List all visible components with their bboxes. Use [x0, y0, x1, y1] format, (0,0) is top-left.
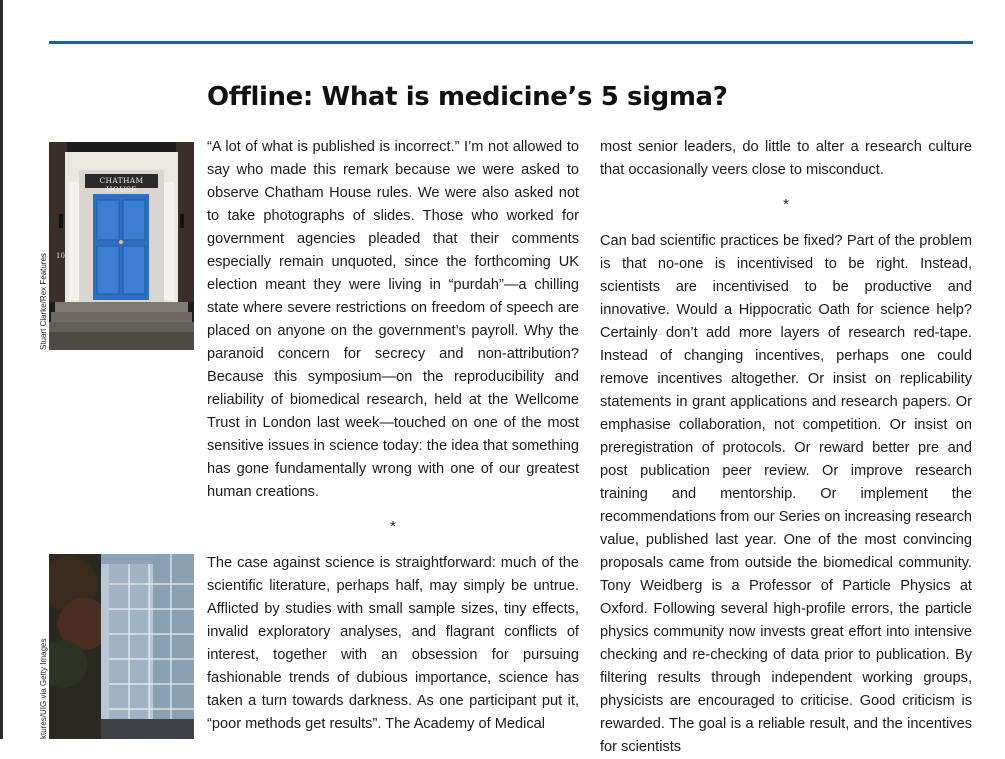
building-illustration [49, 554, 194, 739]
building-photo [49, 554, 194, 739]
right-column-lower [600, 230, 972, 759]
chatham-house-illustration [49, 142, 194, 350]
photo-credit-2: ktures/UIG via Getty Images [39, 638, 48, 739]
door-sign: CHATHAM HOUSE [99, 176, 144, 194]
article-title: Offline: What is medicine’s 5 sigma? [207, 82, 728, 112]
chatham-house-photo [49, 142, 194, 350]
left-column-lower [207, 552, 579, 736]
page-left-border [0, 0, 3, 739]
paragraph-case-against-science: The case against science is straightforward: much of the scientific literature, perhaps half, may simply be untrue. Afflicted by studies with small sample sizes, tiny effects, invalid exploratory analyses, and flagrant conflicts of interest, together with an obsession for pursuing fashionable trends of dubious importance, science has taken a turn towards darkness. As one participant put it, “poor methods get results”. The Academy of Medical [207, 555, 579, 732]
right-column [600, 136, 972, 182]
paragraph-research-culture: most senior leaders, do little to alter a research culture that occasionally veers close to misconduct. [600, 139, 972, 178]
paragraph-intro: “A lot of what is published is incorrect.” I’m not allowed to say who made this remark because we were asked to observe Chatham House rules. We were also asked not to take photographs of slides. Those who worked for government agencies pleaded that their comments especially remain unquoted, since the forthcoming UK election meant they were living in “purdah”—a chilling state where severe restrictions on freedom of speech are placed on anyone on the government’s payroll. Why the paranoid concern for secrecy and non-attribution? Because this symposium—on the reproducibility and reliability of biomedical research, held at the Wellcome Trust in London last week—touched on one of the most sensitive issues in science today: the idea that something has gone fundamentally wrong with one of our greatest human creations. [207, 139, 579, 500]
section-separator-right: * [783, 196, 789, 213]
house-number: 10 [56, 252, 65, 260]
header-rule [49, 41, 973, 44]
photo-credit-1: Stuart Clarke/Rex Features [39, 253, 48, 350]
paragraph-fixing-practices: Can bad scientific practices be fixed? Part of the problem is that no-one is incentivised to be right. Instead, scientists are incentivised to be productive and innovative. Would a Hippocratic Oath for science help? Certainly don’t add more layers of research red-tape. Instead of changing incentives, perhaps one could remove incentives altogether. Or insist on replicability statements in grant applications and research papers. Or emphasise collaboration, not competition. Or insist on preregistration of protocols. Or reward better pre and post publication peer review. Or improve research training and mentorship. Or implement the recommendations from our Series on increasing research value, published last year. One of the most convincing proposals came from outside the biomedical community. Tony Weidberg is a Professor of Particle Physics at Oxford. Following several high-profile errors, the particle physics community now invests great effort into intensive checking and re-checking of data prior to publication. By filtering results through independent working groups, physicists are encouraged to criticise. Good criticism is rewarded. The goal is a reliable result, and the incentives for scientists [600, 233, 972, 755]
section-separator-left: * [390, 518, 396, 535]
left-column [207, 136, 579, 504]
